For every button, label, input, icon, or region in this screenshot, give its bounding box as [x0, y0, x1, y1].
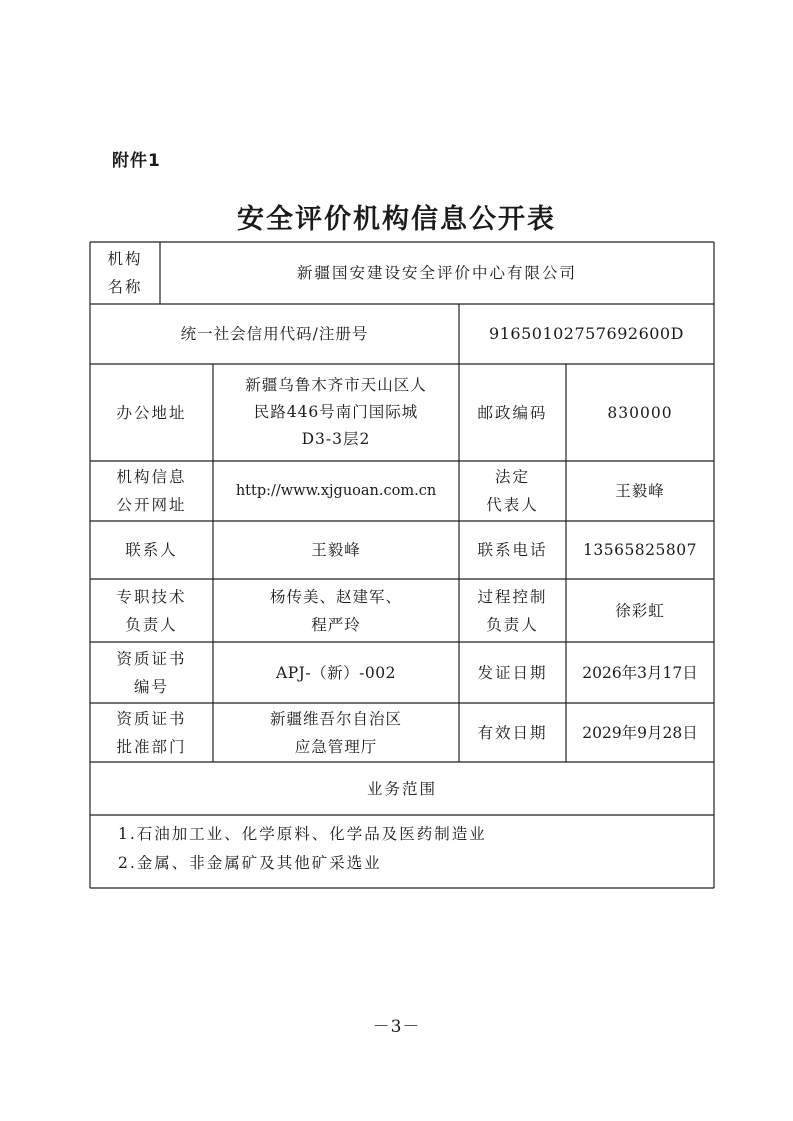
postal-code-value: 830000 — [607, 403, 673, 422]
tech-lead-value-line2: 程严玲 — [311, 615, 361, 634]
tech-lead-label-line2: 负责人 — [125, 615, 178, 634]
approval-value-line1: 新疆维吾尔自治区 — [269, 709, 402, 728]
office-address-line1: 新疆乌鲁木齐市天山区人 — [245, 376, 427, 394]
phone-label: 联系电话 — [477, 541, 548, 559]
website-label — [90, 461, 213, 521]
org-name-value: 新疆国安建设安全评价中心有限公司 — [296, 264, 577, 282]
attachment-label: 附件1 — [112, 151, 161, 171]
approval-value-line2: 应急管理厅 — [294, 737, 378, 756]
website-label-line1: 机构信息 — [116, 468, 187, 486]
office-address-line3: D3-3层2 — [301, 430, 371, 448]
tech-lead-value — [213, 579, 459, 642]
business-scope-item: 2.金属、非金属矿及其他矿采选业 — [118, 854, 382, 872]
tech-lead-value-line1: 杨传美、赵建军、 — [269, 587, 402, 606]
approval-label-line1: 资质证书 — [116, 709, 187, 728]
office-address-label: 办公地址 — [116, 403, 187, 422]
approval-value — [213, 703, 459, 762]
website-label-line2: 公开网址 — [116, 496, 187, 514]
valid-date-value: 2029年9月28日 — [582, 723, 698, 742]
business-scope-item: 1.石油加工业、化学原料、化学品及医药制造业 — [118, 825, 487, 843]
certificate-label-line1: 资质证书 — [116, 649, 187, 668]
certificate-label-line2: 编号 — [133, 677, 169, 696]
legal-rep-label-line1: 法定 — [494, 468, 530, 486]
page-number: －3－ — [372, 1017, 421, 1037]
issue-date-label: 发证日期 — [477, 663, 548, 682]
process-lead-label-line2: 负责人 — [486, 615, 539, 634]
issue-date-value: 2026年3月17日 — [582, 663, 698, 682]
business-scope-label: 业务范围 — [366, 779, 437, 798]
certificate-label — [90, 642, 213, 703]
website-link[interactable]: http://www.xjguoan.com.cn — [235, 483, 437, 499]
tech-lead-label-line1: 专职技术 — [116, 587, 187, 606]
contact-value: 王毅峰 — [311, 541, 361, 559]
document-title: 安全评价机构信息公开表 — [237, 204, 556, 235]
valid-date-label: 有效日期 — [477, 723, 548, 742]
business-scope-list — [118, 820, 708, 878]
process-lead-label — [459, 579, 566, 642]
approval-label — [90, 703, 213, 762]
tech-lead-label — [90, 579, 213, 642]
contact-label: 联系人 — [125, 541, 178, 559]
approval-label-line2: 批准部门 — [116, 737, 187, 756]
process-lead-label-line1: 过程控制 — [477, 587, 548, 606]
legal-rep-value: 王毅峰 — [615, 482, 665, 500]
credit-code-value: 91650102757692600D — [489, 324, 684, 343]
org-name-label — [90, 242, 160, 304]
credit-code-label: 统一社会信用代码/注册号 — [180, 325, 369, 343]
office-address-value — [213, 364, 459, 461]
office-address-line2: 民路446号南门国际城 — [253, 403, 419, 421]
certificate-value: APJ-（新）-002 — [276, 663, 396, 682]
phone-value: 13565825807 — [583, 541, 697, 559]
process-lead-value: 徐彩虹 — [615, 601, 665, 620]
legal-rep-label-line2: 代表人 — [486, 496, 539, 514]
postal-code-label: 邮政编码 — [477, 403, 548, 422]
org-name-label-line2: 名称 — [107, 278, 143, 296]
legal-rep-label — [459, 461, 566, 521]
org-name-label-line1: 机构 — [107, 250, 143, 268]
